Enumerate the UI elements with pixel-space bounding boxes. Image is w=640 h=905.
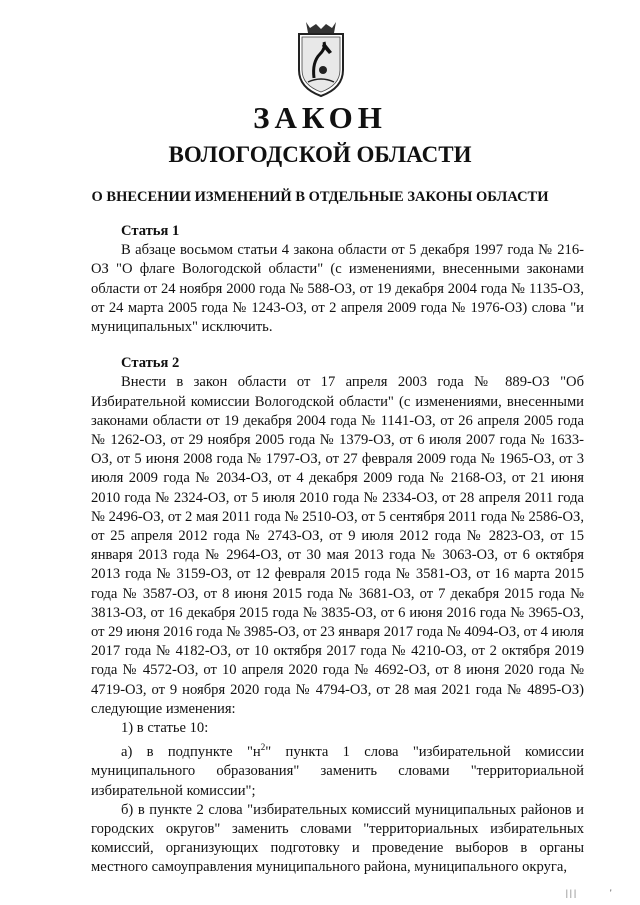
paragraph-gap [91,337,584,354]
article-2-item-1: 1) в статье 10: [121,720,209,737]
item-a-superscript: 2 [260,742,266,753]
article-2-heading: Статья 2 [121,355,180,372]
article-1-heading: Статья 1 [121,223,180,239]
document-body [91,222,584,878]
coat-of-arms-emblem [296,18,346,100]
item-a-before: а) в подпункте "н [121,744,261,761]
document-region: ВОЛОГОДСКОЙ ОБЛАСТИ [168,142,472,167]
document-title: ЗАКОН [253,100,387,135]
article-2-text: Внести в закон области от 17 апреля 2003 года № 889-ОЗ "Об Избирательной комиссии Вологодской области" (с изменениями, внесенными законами области от 19 декабря 2004 года № 1141-ОЗ, от 26 апреля 2005 года № 1262-ОЗ, от 29 ноября 2005 года № 1379-ОЗ, от 6 июля 2007 года № 1633-ОЗ, от 5 июня 2008 года № 1797-ОЗ, от 27 февраля 2009 года № 1965-ОЗ, от 3 июля 2009 года № 2034-ОЗ, от 4 декабря 2009 года № 2168-ОЗ, от 21 июня 2010 года № 2324-ОЗ, от 5 июля 2010 года № 2334-ОЗ, от 28 апреля 2011 года № 2496-ОЗ, от 2 мая 2011 года № 2510-ОЗ, от 5 сентября 2011 года № 2586-ОЗ, от 25 апреля 2012 года № 2743-ОЗ, от 9 июля 2012 года № 2823-ОЗ, от 15 января 2013 года № 2964-ОЗ, от 30 мая 2013 года № 3063-ОЗ, от 6 октября 2013 года № 3159-ОЗ, от 12 февраля 2015 года № 3581-ОЗ, от 16 марта 2015 года № 3587-ОЗ, от 8 июня 2015 года № 3681-ОЗ, от 7 декабря 2015 года № 3813-ОЗ, от 16 декабря 2015 года № 3835-ОЗ, от 6 июня 2016 года № 3965-ОЗ, от 29 июня 2016 года № 3985-ОЗ, от 23 января 2017 года № 4094-ОЗ, от 4 июля 2017 года № 4182-ОЗ, от 10 октября 2017 года № 4210-ОЗ, от 2 октября 2019 года № 4572-ОЗ, от 10 апреля 2020 года № 4692-ОЗ, от 8 июня 2020 года № 4719-ОЗ, от 9 ноября 2020 года № 4794-ОЗ, от 28 мая 2021 года № 4895-ОЗ) следующие изменения: [91,374,584,717]
article-2-item-a [91,738,584,800]
item-a-after: " пункта 1 слова "избирательной комиссии муниципального образования" заменить словами "территориальной избирательной комиссии"; [91,744,585,799]
article-1-text: В абзаце восьмом статьи 4 закона области от 5 декабря 1997 года № 216-ОЗ "О флаге Вологодской области" (с изменениями, внесенными законами области от 24 ноября 2000 года № 588-ОЗ, от 19 декабря 2004 года № 1135-ОЗ, от 24 марта 2005 года № 1243-ОЗ, от 2 апреля 2009 года № 1976-ОЗ) слова "и муниципальных" исключить. [91,242,584,336]
document-subject: О ВНЕСЕНИИ ИЗМЕНЕНИЙ В ОТДЕЛЬНЫЕ ЗАКОНЫ ОБЛАСТИ [91,189,549,205]
footer-mark-right: ' [610,888,612,898]
footer-mark-left: | | | [566,888,576,898]
article-2-item-b: б) в пункте 2 слова "избирательных комиссий муниципальных районов и городских округов" заменить словами "территориальных избирательных комиссий, организующих подготовку и проведение выборов в органы местного самоуправления муниципального района, муниципального округа, [91,801,584,876]
